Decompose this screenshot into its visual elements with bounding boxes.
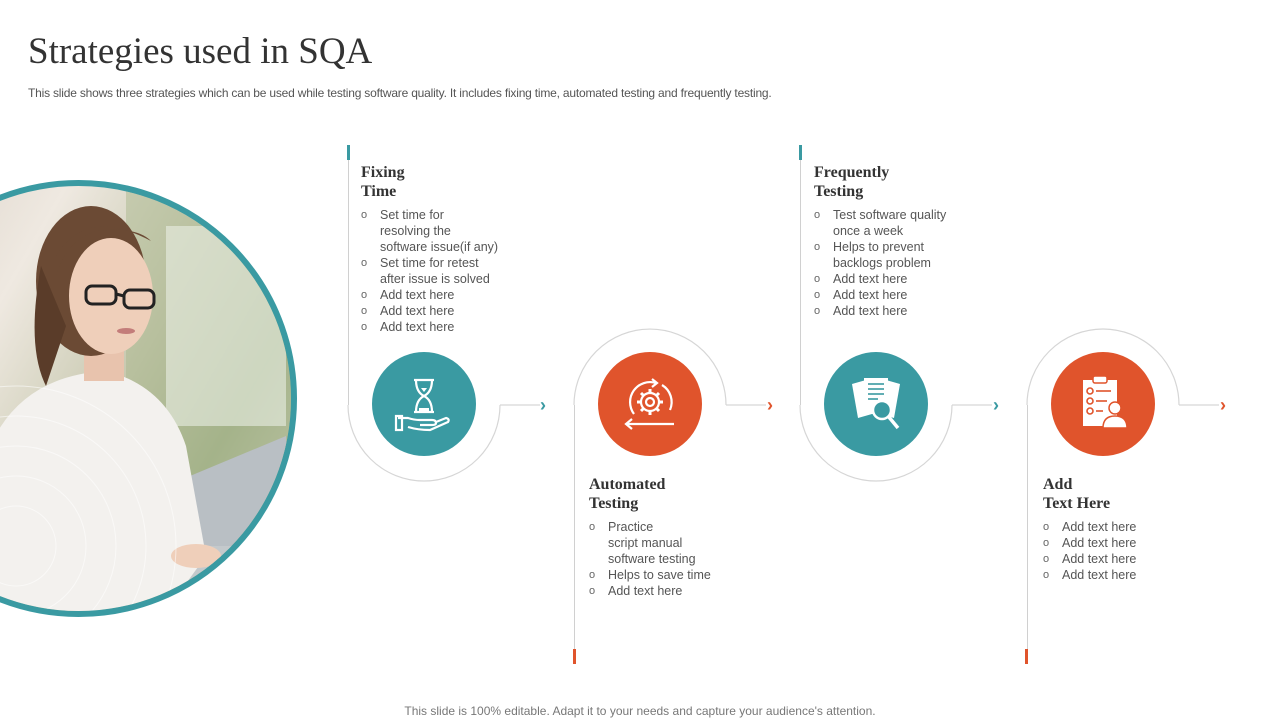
list-item: software testing xyxy=(608,552,696,566)
slide-footer: This slide is 100% editable. Adapt it to your needs and capture your audience's attention. xyxy=(404,704,876,718)
step3-title-line2: Testing xyxy=(814,183,864,200)
list-item: o Test software quality xyxy=(814,207,994,223)
gear-cycle-icon xyxy=(620,374,680,434)
list-item: o Add text here xyxy=(1043,567,1223,583)
list-item: o Helps to save time xyxy=(589,567,769,583)
list-item: once a week xyxy=(833,224,904,238)
step2-list xyxy=(589,519,769,599)
list-item: o Practice xyxy=(589,519,769,535)
step2-vertical-line xyxy=(574,405,575,663)
list-item: o Helps to prevent xyxy=(814,239,994,255)
list-item: o Add text here xyxy=(589,583,769,599)
list-item: o Add text here xyxy=(361,319,541,335)
step1-icon-circle xyxy=(372,352,476,456)
step4-icon-circle xyxy=(1051,352,1155,456)
slide-subtitle: This slide shows three strategies which can be used while testing software quality. It includes fixing time, automated testing and frequently testing. xyxy=(28,86,772,100)
step1-list xyxy=(361,207,541,335)
step4-title-line2: Text Here xyxy=(1043,495,1111,512)
list-item: resolving the xyxy=(380,224,451,238)
list-item: o Add text here xyxy=(1043,519,1223,535)
step3-title xyxy=(814,163,994,201)
list-item: o Set time for xyxy=(361,207,541,223)
list-item: o Add text here xyxy=(814,287,994,303)
step2-accent-bar xyxy=(573,649,576,664)
step2-title-line1: Automated xyxy=(589,476,666,493)
step3-list xyxy=(814,207,994,319)
step2-icon-circle xyxy=(598,352,702,456)
step2-title xyxy=(589,475,769,513)
list-item: script manual xyxy=(608,536,683,550)
step3-icon-circle xyxy=(824,352,928,456)
step3-vertical-line xyxy=(800,145,801,405)
step4-list xyxy=(1043,519,1223,583)
step1-title-line1: Fixing xyxy=(361,164,405,181)
step4-vertical-line xyxy=(1027,405,1028,663)
step2-title-line2: Testing xyxy=(589,495,639,512)
list-item: o Set time for retest xyxy=(361,255,541,271)
step4-title-line1: Add xyxy=(1043,476,1073,493)
step3-arrow-icon: › xyxy=(993,395,999,415)
step4-accent-bar xyxy=(1025,649,1028,664)
step4-arrow-icon: › xyxy=(1220,395,1226,415)
step1-vertical-line xyxy=(348,145,349,405)
step1-title xyxy=(361,163,541,201)
step3-accent-bar xyxy=(799,145,802,160)
step1-accent-bar xyxy=(347,145,350,160)
list-item: o Add text here xyxy=(1043,535,1223,551)
step4-title xyxy=(1043,475,1223,513)
list-item: o Add text here xyxy=(814,271,994,287)
checklist-user-icon xyxy=(1073,374,1133,434)
list-item: o Add text here xyxy=(1043,551,1223,567)
step1-arrow-icon: › xyxy=(540,395,546,415)
hourglass-hand-icon xyxy=(394,374,454,434)
list-item: software issue(if any) xyxy=(380,240,499,254)
list-item: o Add text here xyxy=(361,303,541,319)
step3-title-line1: Frequently xyxy=(814,164,890,181)
step1-title-line2: Time xyxy=(361,183,397,200)
step2-arrow-icon: › xyxy=(767,395,773,415)
list-item: o Add text here xyxy=(361,287,541,303)
list-item: o Add text here xyxy=(814,303,994,319)
list-item: backlogs problem xyxy=(833,256,931,270)
slide-title: Strategies used in SQA xyxy=(28,31,373,72)
document-search-icon xyxy=(846,374,906,434)
list-item: after issue is solved xyxy=(380,272,490,286)
